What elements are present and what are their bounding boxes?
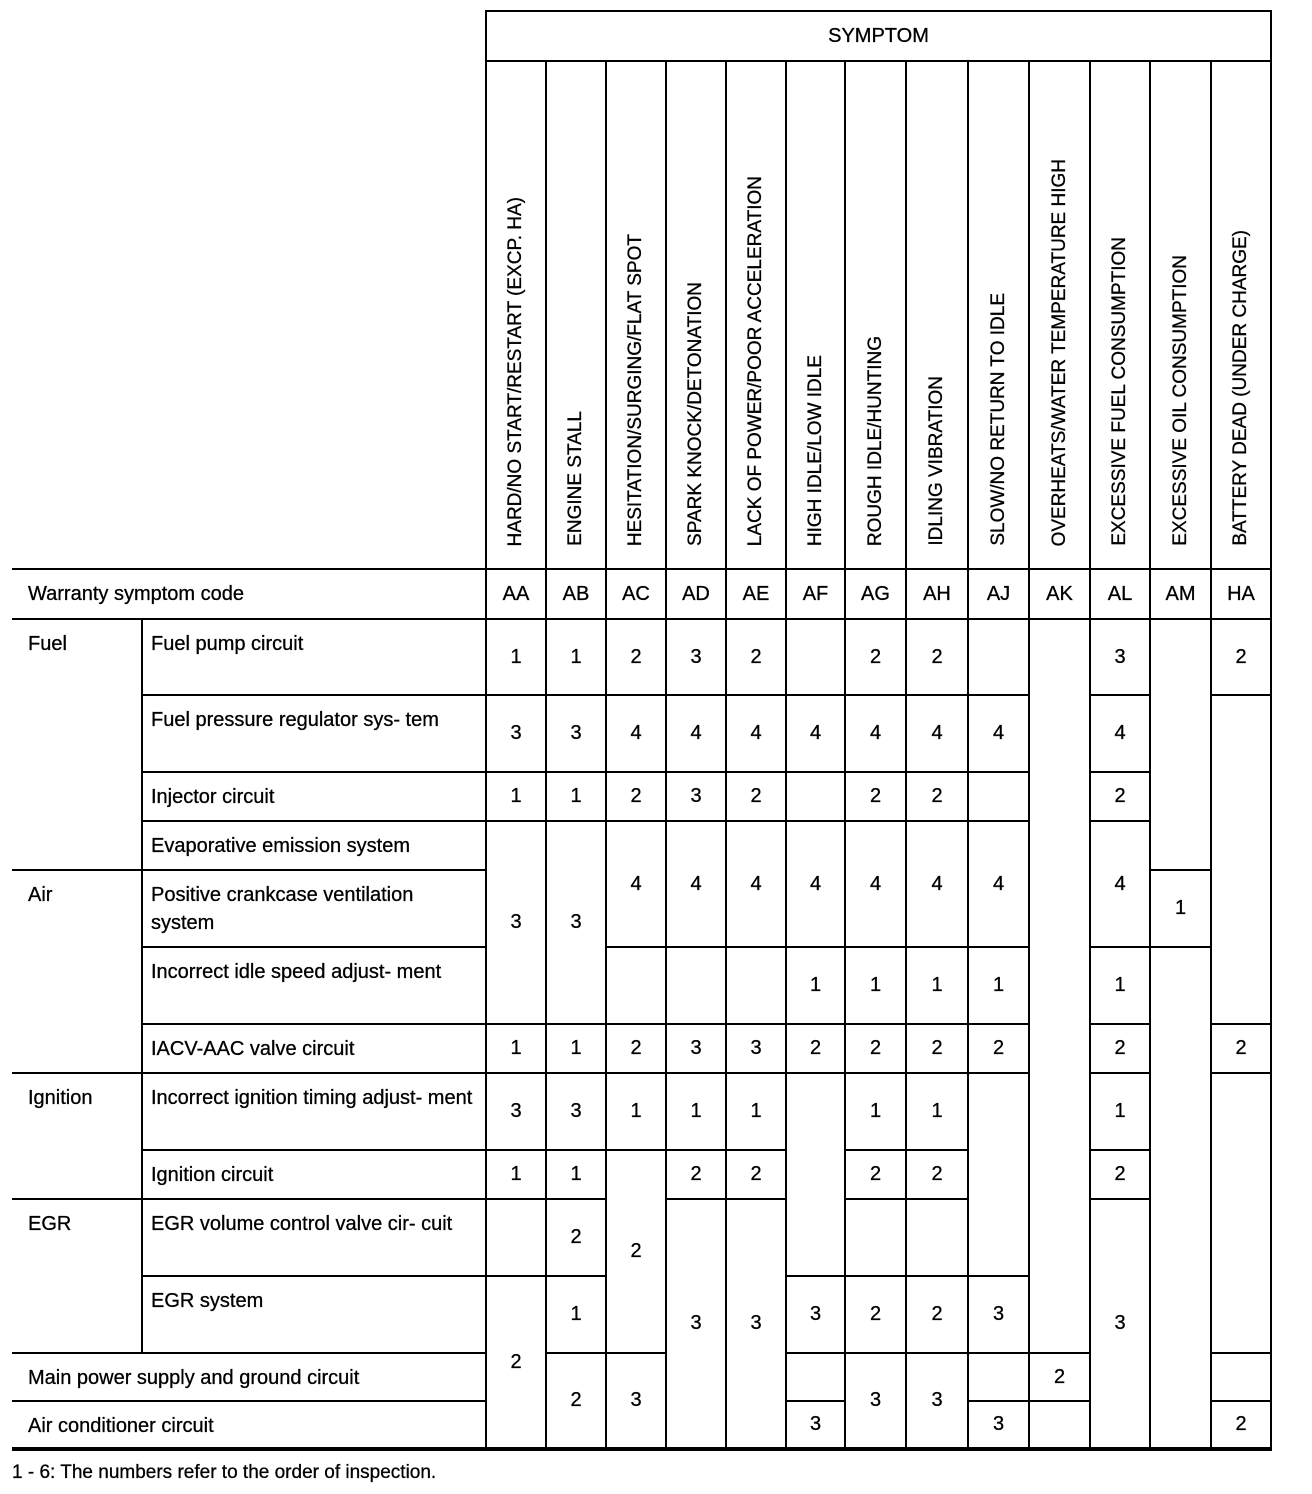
category-ignition: Ignition bbox=[12, 1073, 142, 1199]
category-fuel: Fuel bbox=[12, 619, 142, 870]
footnote: 1 - 6: The numbers refer to the order of inspection. bbox=[12, 1462, 437, 1483]
inspection-order-cell: 3 bbox=[486, 695, 546, 772]
inspection-order-cell: 1 bbox=[546, 772, 606, 821]
inspection-order-cell: 3 bbox=[486, 1073, 546, 1150]
inspection-order-cell: 3 bbox=[968, 1401, 1029, 1449]
symptom-label-text: BATTERY DEAD (UNDER CHARGE) bbox=[1230, 230, 1251, 546]
symptom-code-ha: HA bbox=[1211, 569, 1271, 619]
inspection-order-cell: 3 bbox=[968, 1276, 1029, 1353]
inspection-order-cell: 4 bbox=[606, 821, 666, 947]
inspection-order-cell: 2 bbox=[845, 772, 906, 821]
inspection-order-cell bbox=[1150, 619, 1211, 870]
inspection-order-cell: 1 bbox=[845, 947, 906, 1024]
inspection-order-cell: 2 bbox=[1090, 772, 1150, 821]
row-label: Ignition circuit bbox=[142, 1150, 486, 1199]
symptom-code-al: AL bbox=[1090, 569, 1150, 619]
inspection-order-cell: 3 bbox=[786, 1401, 845, 1449]
inspection-order-cell bbox=[845, 1199, 906, 1276]
inspection-order-cell: 4 bbox=[786, 821, 845, 947]
inspection-order-cell bbox=[1150, 947, 1211, 1449]
row-label: IACV-AAC valve circuit bbox=[142, 1024, 486, 1073]
inspection-order-cell: 1 bbox=[1150, 870, 1211, 947]
symptom-label-text: HIGH IDLE/LOW IDLE bbox=[804, 354, 826, 546]
inspection-order-cell: 4 bbox=[666, 695, 726, 772]
symptom-label-text: ROUGH IDLE/HUNTING bbox=[864, 335, 886, 546]
inspection-order-cell bbox=[666, 947, 726, 1024]
inspection-order-cell: 4 bbox=[906, 821, 968, 947]
inspection-order-cell: 1 bbox=[546, 619, 606, 695]
symptom-code-ac: AC bbox=[606, 569, 666, 619]
inspection-order-cell: 2 bbox=[1211, 1024, 1271, 1073]
inspection-order-cell: 2 bbox=[1211, 1401, 1271, 1449]
inspection-order-cell bbox=[1211, 695, 1271, 1024]
inspection-order-cell: 4 bbox=[845, 821, 906, 947]
inspection-order-cell: 2 bbox=[726, 1150, 786, 1199]
inspection-order-cell bbox=[786, 619, 845, 695]
inspection-order-cell: 2 bbox=[606, 619, 666, 695]
inspection-order-cell bbox=[1029, 1401, 1090, 1449]
inspection-order-cell: 2 bbox=[666, 1150, 726, 1199]
inspection-order-cell: 2 bbox=[546, 1199, 606, 1276]
symptom-label-ag bbox=[845, 61, 906, 569]
inspection-order-cell: 4 bbox=[1090, 821, 1150, 947]
inspection-order-cell: 2 bbox=[845, 1150, 906, 1199]
inspection-order-cell: 2 bbox=[1090, 1150, 1150, 1199]
symptom-label-ae bbox=[726, 61, 786, 569]
inspection-order-cell bbox=[1211, 1353, 1271, 1401]
inspection-order-cell: 4 bbox=[786, 695, 845, 772]
inspection-order-cell: 3 bbox=[786, 1276, 845, 1353]
row-label: Fuel pump circuit bbox=[142, 619, 486, 695]
inspection-order-cell: 3 bbox=[666, 772, 726, 821]
inspection-order-cell: 1 bbox=[546, 1276, 606, 1353]
row-label: Air conditioner circuit bbox=[12, 1401, 486, 1449]
symptom-label-text: IDLING VIBRATION bbox=[926, 376, 947, 546]
inspection-order-cell: 3 bbox=[1090, 619, 1150, 695]
inspection-order-cell: 3 bbox=[666, 1024, 726, 1073]
inspection-order-cell: 1 bbox=[726, 1073, 786, 1150]
inspection-order-cell: 2 bbox=[968, 1024, 1029, 1073]
inspection-order-cell: 3 bbox=[845, 1353, 906, 1449]
symptom-label-am bbox=[1150, 61, 1211, 569]
inspection-order-cell bbox=[906, 1199, 968, 1276]
symptom-code-aa: AA bbox=[486, 569, 546, 619]
inspection-order-cell: 2 bbox=[486, 1276, 546, 1449]
inspection-order-cell: 4 bbox=[726, 821, 786, 947]
inspection-order-cell: 3 bbox=[1090, 1199, 1150, 1449]
symptom-code-aj: AJ bbox=[968, 569, 1029, 619]
inspection-order-cell bbox=[968, 1073, 1029, 1276]
symptom-label-text: ENGINE STALL bbox=[565, 411, 586, 546]
row-label: EGR volume control valve cir- cuit bbox=[142, 1199, 486, 1276]
symptom-label-aj bbox=[968, 61, 1029, 569]
inspection-order-cell: 3 bbox=[546, 1073, 606, 1150]
symptom-label-text: OVERHEATS/WATER TEMPERATURE HIGH bbox=[1048, 158, 1070, 546]
table-row bbox=[12, 619, 1271, 695]
inspection-order-cell: 1 bbox=[606, 1073, 666, 1150]
row-label: Incorrect ignition timing adjust- ment bbox=[142, 1073, 486, 1150]
inspection-order-cell: 1 bbox=[486, 772, 546, 821]
inspection-order-cell bbox=[606, 947, 666, 1024]
inspection-order-cell bbox=[786, 1353, 845, 1401]
inspection-order-cell: 3 bbox=[666, 1199, 726, 1449]
symptom-label-text: HESITATION/SURGING/FLAT SPOT bbox=[625, 233, 646, 546]
inspection-order-cell: 1 bbox=[1090, 947, 1150, 1024]
symptom-code-af: AF bbox=[786, 569, 845, 619]
inspection-order-cell: 2 bbox=[1090, 1024, 1150, 1073]
category-egr: EGR bbox=[12, 1199, 142, 1353]
inspection-order-cell: 2 bbox=[906, 772, 968, 821]
inspection-order-cell bbox=[786, 772, 845, 821]
inspection-order-cell: 1 bbox=[486, 1150, 546, 1199]
inspection-order-cell: 2 bbox=[845, 619, 906, 695]
inspection-order-cell: 1 bbox=[968, 947, 1029, 1024]
inspection-order-cell: 4 bbox=[968, 695, 1029, 772]
symptom-code-ag: AG bbox=[845, 569, 906, 619]
inspection-order-cell: 3 bbox=[666, 619, 726, 695]
inspection-order-cell: 1 bbox=[1090, 1073, 1150, 1150]
symptom-code-ak: AK bbox=[1029, 569, 1090, 619]
inspection-order-cell: 1 bbox=[546, 1024, 606, 1073]
symptom-code-ad: AD bbox=[666, 569, 726, 619]
inspection-order-cell: 4 bbox=[968, 821, 1029, 947]
inspection-order-cell bbox=[486, 1199, 546, 1276]
inspection-order-cell: 2 bbox=[845, 1276, 906, 1353]
inspection-order-cell: 2 bbox=[726, 619, 786, 695]
symptom-label-text: SPARK KNOCK/DETONATION bbox=[685, 282, 706, 546]
inspection-order-cell: 2 bbox=[786, 1024, 845, 1073]
inspection-order-cell: 3 bbox=[726, 1024, 786, 1073]
warranty-code-label: Warranty symptom code bbox=[12, 569, 486, 619]
symptom-code-ae: AE bbox=[726, 569, 786, 619]
inspection-order-cell: 2 bbox=[726, 772, 786, 821]
inspection-order-cell: 2 bbox=[1211, 619, 1271, 695]
inspection-order-cell: 4 bbox=[726, 695, 786, 772]
symptom-label-af bbox=[786, 61, 845, 569]
row-label: EGR system bbox=[142, 1276, 486, 1353]
inspection-order-cell bbox=[968, 619, 1029, 695]
inspection-order-cell: 4 bbox=[606, 695, 666, 772]
inspection-order-cell: 3 bbox=[726, 1199, 786, 1449]
symptom-code-ah: AH bbox=[906, 569, 968, 619]
inspection-order-cell: 2 bbox=[606, 772, 666, 821]
symptom-label-text: LACK OF POWER/POOR ACCELERATION bbox=[745, 175, 766, 546]
symptom-label-ad bbox=[666, 61, 726, 569]
symptom-label-text: EXCESSIVE FUEL CONSUMPTION bbox=[1109, 237, 1130, 546]
row-label: Main power supply and ground circuit bbox=[12, 1353, 486, 1401]
inspection-order-cell: 1 bbox=[486, 1024, 546, 1073]
inspection-order-cell bbox=[1029, 619, 1090, 1353]
diagnostic-symptom-matrix bbox=[12, 10, 1272, 1451]
row-label: Incorrect idle speed adjust- ment bbox=[142, 947, 486, 1024]
inspection-order-cell: 2 bbox=[1029, 1353, 1090, 1401]
inspection-order-cell: 2 bbox=[845, 1024, 906, 1073]
inspection-order-cell: 2 bbox=[906, 619, 968, 695]
row-label: Injector circuit bbox=[142, 772, 486, 821]
inspection-order-cell: 4 bbox=[906, 695, 968, 772]
inspection-order-cell: 1 bbox=[486, 619, 546, 695]
inspection-order-cell: 1 bbox=[666, 1073, 726, 1150]
row-label: Evaporative emission system bbox=[142, 821, 486, 870]
symptom-code-ab: AB bbox=[546, 569, 606, 619]
symptom-header-row bbox=[12, 11, 1271, 61]
inspection-order-cell: 1 bbox=[546, 1150, 606, 1199]
inspection-order-cell bbox=[968, 1353, 1029, 1401]
inspection-order-cell: 4 bbox=[1090, 695, 1150, 772]
table-row bbox=[12, 1353, 1271, 1401]
inspection-order-cell: 2 bbox=[906, 1150, 968, 1199]
inspection-order-cell: 3 bbox=[486, 821, 546, 1024]
inspection-order-cell: 1 bbox=[845, 1073, 906, 1150]
inspection-order-cell: 3 bbox=[546, 821, 606, 1024]
inspection-order-cell: 3 bbox=[606, 1353, 666, 1449]
inspection-order-cell: 3 bbox=[906, 1353, 968, 1449]
symptom-label-text: HARD/NO START/RESTART (EXCP. HA) bbox=[505, 196, 526, 546]
symptom-label-text: EXCESSIVE OIL CONSUMPTION bbox=[1169, 255, 1191, 546]
warranty-code-row bbox=[12, 569, 1271, 619]
inspection-order-cell: 1 bbox=[906, 947, 968, 1024]
inspection-order-cell: 2 bbox=[606, 1024, 666, 1073]
inspection-order-cell bbox=[968, 772, 1029, 821]
symptom-label-ac bbox=[606, 61, 666, 569]
inspection-order-cell: 3 bbox=[546, 695, 606, 772]
inspection-order-cell: 1 bbox=[906, 1073, 968, 1150]
category-air: Air bbox=[12, 870, 142, 1073]
inspection-order-cell bbox=[1211, 1073, 1271, 1353]
symptom-label-ha bbox=[1211, 61, 1271, 569]
symptom-label-ah bbox=[906, 61, 968, 569]
blank-corner bbox=[12, 11, 486, 569]
symptom-label-ab bbox=[546, 61, 606, 569]
row-label: Positive crankcase ventilation system bbox=[142, 870, 486, 947]
inspection-order-cell: 2 bbox=[606, 1150, 666, 1353]
inspection-order-cell bbox=[786, 1073, 845, 1276]
inspection-order-cell: 2 bbox=[546, 1353, 606, 1449]
inspection-order-cell: 2 bbox=[906, 1276, 968, 1353]
symptom-label-text: SLOW/NO RETURN TO IDLE bbox=[987, 293, 1009, 546]
symptom-label-ak bbox=[1029, 61, 1090, 569]
row-label: Fuel pressure regulator sys- tem bbox=[142, 695, 486, 772]
inspection-order-cell: 1 bbox=[786, 947, 845, 1024]
symptom-label-aa bbox=[486, 61, 546, 569]
inspection-order-cell: 4 bbox=[845, 695, 906, 772]
inspection-order-cell bbox=[726, 947, 786, 1024]
inspection-order-cell: 4 bbox=[666, 821, 726, 947]
symptom-title: SYMPTOM bbox=[486, 11, 1271, 61]
inspection-order-cell: 2 bbox=[906, 1024, 968, 1073]
symptom-code-am: AM bbox=[1150, 569, 1211, 619]
symptom-label-al bbox=[1090, 61, 1150, 569]
